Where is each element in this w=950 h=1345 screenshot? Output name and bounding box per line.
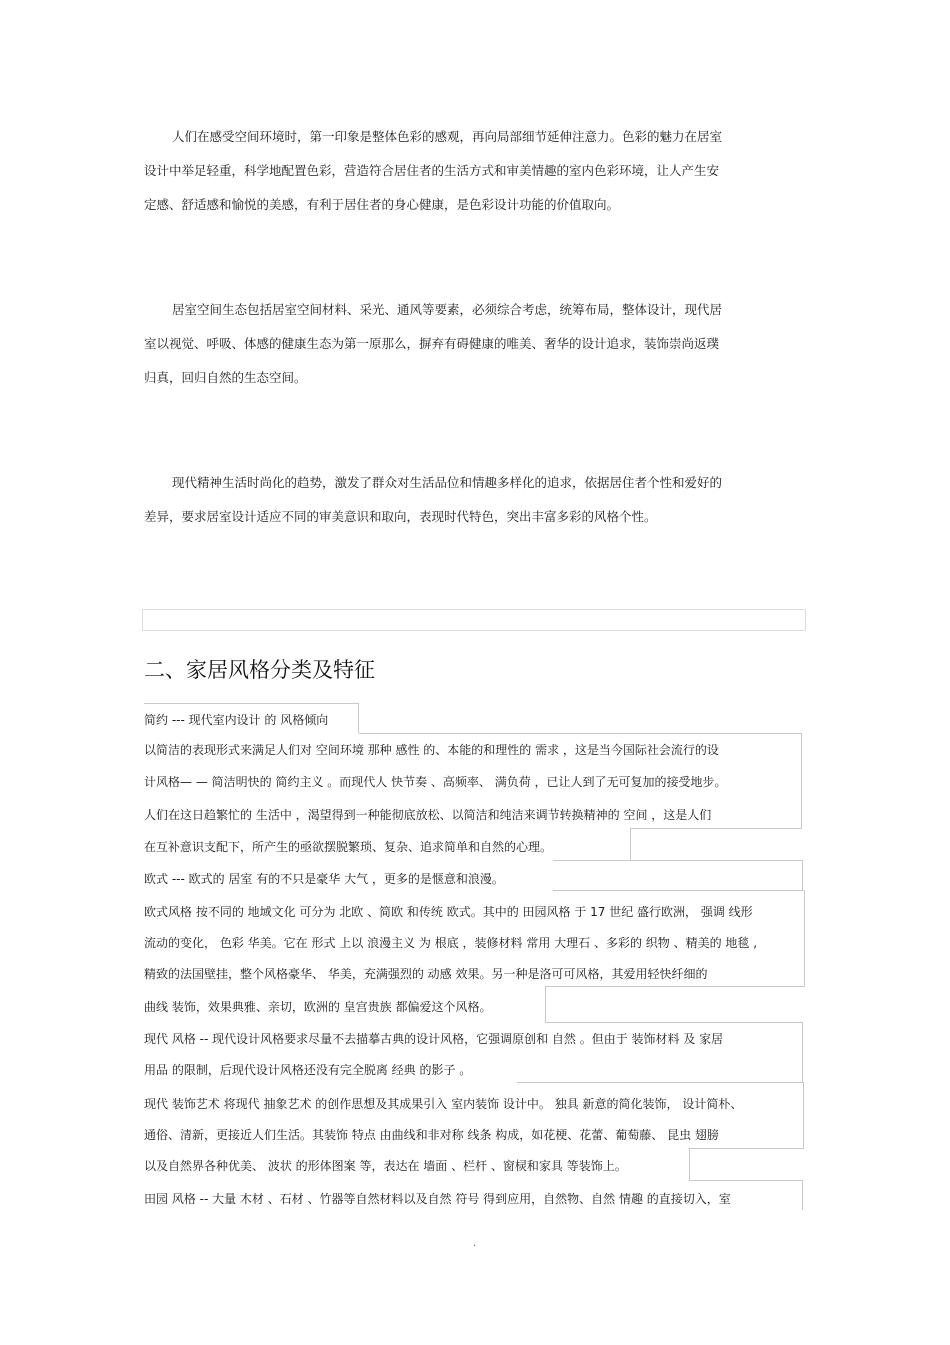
frame-edge: [545, 986, 546, 1022]
paragraph-personality: [144, 466, 744, 534]
frame-edge: [630, 828, 802, 829]
paragraph-ecology: [144, 293, 744, 395]
style-line: 简约 --- 现代室内设计 的 风格倾向: [144, 713, 329, 727]
style-line: 以简洁的表现形式来满足人们对 空间环境 那种 感性 的、本能的和理性的 需求 ，这是当今国际社会流行的设: [144, 743, 719, 757]
style-line: 欧式风格 按不同的 地域文化 可分为 北欧 、简欧 和传统 欧式。其中的 田园风格 于 17 世纪 盛行欧洲， 强调 线形: [144, 905, 753, 919]
frame-edge: [517, 1082, 803, 1083]
style-line: 在互补意识支配下，所产生的亟欲摆脱繁琐、复杂、追求简单和自然的心理。: [144, 840, 553, 854]
paragraph-line: 人们在感受空间环境时，第一印象是整体色彩的感观，再向局部细节延伸注意力。色彩的魅力在居室: [172, 129, 723, 144]
paragraph-line: 归真，回归自然的生态空间。: [144, 370, 307, 385]
style-line: 精致的法国壁挂，整个风格豪华、 华美，充满强烈的 动感 效果。另一种是洛可可风格，其爱用轻快纤细的: [144, 967, 708, 981]
paragraph-line: 居室空间生态包括居室空间材料、采光、通风等要素，必须综合考虑，统筹布局，整体设计，现代居: [172, 302, 723, 317]
style-line: 现代 风格 -- 现代设计风格要求尽量不去描摹古典的设计风格，它强调原创和 自然 。但由于 装饰材料 及 家居: [144, 1032, 724, 1046]
style-line: 人们在这日趋繁忙的 生活中 ，渴望得到一种能彻底放松、以简洁和纯洁来调节转换精神的 空间 ，这是人们: [144, 808, 712, 822]
frame-edge: [689, 1148, 690, 1180]
text-frame: [553, 860, 803, 890]
style-line: 田园 风格 -- 大量 木材 、石材 、竹器等自然材料以及自然 符号 得到应用，自然物、自然 情趣 的直接切入，室: [144, 1192, 731, 1206]
section-heading: 二、家居风格分类及特征: [144, 658, 375, 682]
frame-edge: [689, 1148, 804, 1149]
style-line: 用品 的限制，后现代设计风格还没有完全脱离 经典 的影子 。: [144, 1063, 472, 1077]
frame-edge: [630, 828, 631, 860]
style-line: 欧式 --- 欧式的 居室 有的不只是豪华 大气 ，更多的是惬意和浪漫。: [144, 872, 504, 886]
paragraph-color: [144, 120, 744, 222]
style-line: 计风格— — 简洁明快的 简约主义 。而现代人 快节奏 、高频率、 满负荷 ，已让人到了无可复加的接受地步。: [144, 775, 727, 789]
paragraph-line: 差异，要求居室设计适应不同的审美意识和取向，表现时代特色，突出丰富多彩的风格个性。: [144, 509, 657, 524]
empty-text-box: [142, 609, 806, 631]
paragraph-line: 现代精神生活时尚化的趋势，激发了群众对生活品位和情趣多样化的追求，依据居住者个性和爱好的: [172, 475, 723, 490]
page-footer-mark: .: [473, 1238, 477, 1249]
style-line: 以及自然界各种优美、 波状 的形体图案 等，表达在 墙面 、栏杆 、窗棂和家具 等装饰上。: [144, 1159, 627, 1173]
paragraph-line: 设计中举足轻重，科学地配置色彩，营造符合居住者的生活方式和审美情趣的室内色彩环境，让人产生安: [144, 163, 720, 178]
paragraph-line: 室以视觉、呼吸、体感的健康生态为第一原那么，摒弃有碍健康的唯美、奢华的设计追求，装饰崇尚返璞: [144, 336, 720, 351]
frame-edge: [545, 986, 805, 987]
paragraph-line: 定感、舒适感和愉悦的美感，有利于居住者的身心健康，是色彩设计功能的价值取向。: [144, 197, 620, 212]
style-line: 现代 装饰艺术 将现代 抽象艺术 的创作思想及其成果引入 室内装饰 设计中。 独具 新意的简化装饰， 设计简朴、: [144, 1097, 743, 1111]
style-line: 通俗、清新，更接近人们生活。其装饰 特点 由曲线和非对称 线条 构成，如花梗、花蕾、葡萄藤、 昆虫 翅膀: [144, 1128, 719, 1142]
style-line: 曲线 装饰，效果典雅、亲切，欧洲的 皇宫贵族 都偏爱这个风格。: [144, 1000, 492, 1014]
style-line: 流动的变化， 色彩 华美。它在 形式 上以 浪漫主义 为 根底 ，装修材料 常用 大理石 、多彩的 织物 、精美的 地毯 ,: [144, 936, 758, 950]
